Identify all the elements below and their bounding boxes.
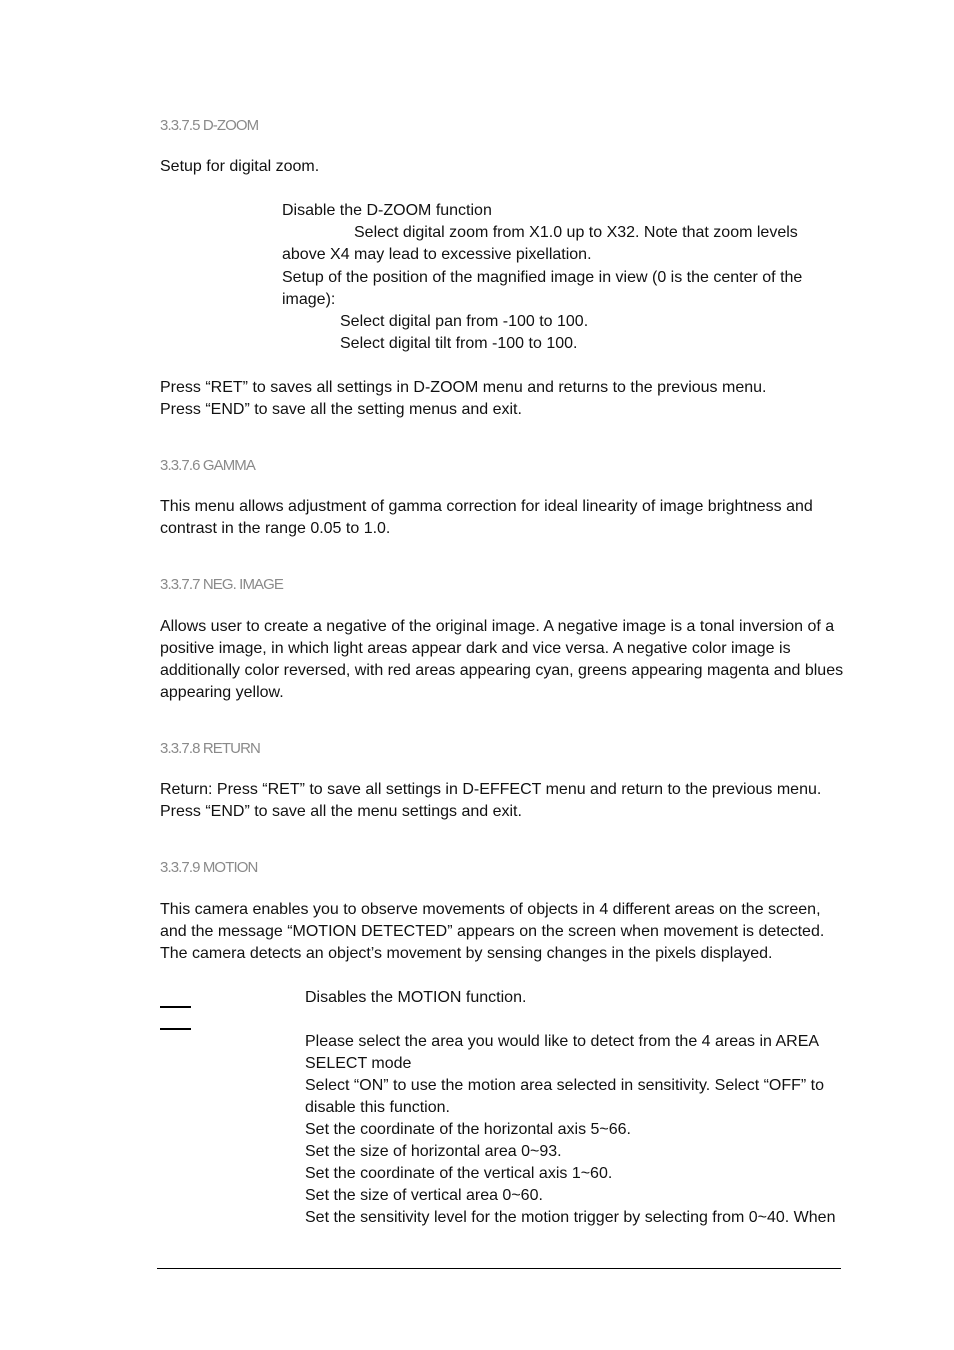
dzoom-heading: 3.3.7.5 D-ZOOM: [160, 117, 259, 134]
motion-option-onoff: Select “ON” to use the motion area selected in sensitivity. Select “OFF” to: [305, 1077, 825, 1094]
motion-line: The camera detects an object’s movement by sensing changes in the pixels displayed.: [160, 945, 773, 962]
motion-option-h-pos: Set the coordinate of the horizontal axis 5~66.: [305, 1121, 631, 1138]
dzoom-line-zoom-cont: above X4 may lead to excessive pixellation.: [282, 246, 592, 263]
motion-option-onoff-cont: disable this function.: [305, 1099, 450, 1116]
dzoom-line-position-cont: image):: [282, 291, 336, 308]
motion-option-sensitivity: Set the sensitivity level for the motion trigger by selecting from 0~40. When: [305, 1209, 836, 1226]
dzoom-line-pan: Select digital pan from -100 to 100.: [340, 313, 589, 330]
motion-option-area-cont: SELECT mode: [305, 1055, 412, 1072]
dzoom-line-tilt: Select digital tilt from -100 to 100.: [340, 335, 578, 352]
motion-option-area: Please select the area you would like to detect from the 4 areas in AREA: [305, 1033, 820, 1050]
motion-option-v-pos: Set the coordinate of the vertical axis 1~60.: [305, 1165, 613, 1182]
return-heading: 3.3.7.8 RETURN: [160, 740, 260, 757]
motion-option-v-size: Set the size of vertical area 0~60.: [305, 1187, 543, 1204]
motion-line: and the message “MOTION DETECTED” appears on the screen when movement is detected.: [160, 923, 825, 940]
neg-image-line: additionally color reversed, with red areas appearing cyan, greens appearing magenta and blues: [160, 662, 844, 679]
option-label-underline: [160, 1006, 191, 1008]
neg-image-line: Allows user to create a negative of the original image. A negative image is a tonal inversion of a: [160, 618, 835, 635]
dzoom-line-position: Setup of the position of the magnified image in view (0 is the center of the: [282, 269, 803, 286]
dzoom-press-end: Press “END” to save all the setting menus and exit.: [160, 401, 522, 418]
gamma-line: This menu allows adjustment of gamma correction for ideal linearity of image brightness and: [160, 498, 813, 515]
return-line: Press “END” to save all the menu settings and exit.: [160, 803, 522, 820]
footer-rule: [157, 1268, 841, 1269]
motion-line: This camera enables you to observe movements of objects in 4 different areas on the screen,: [160, 901, 821, 918]
dzoom-line-zoom: Select digital zoom from X1.0 up to X32. Note that zoom levels: [354, 224, 798, 241]
dzoom-line-off: Disable the D-ZOOM function: [282, 202, 492, 219]
neg-image-heading: 3.3.7.7 NEG. IMAGE: [160, 576, 284, 593]
motion-option-off: Disables the MOTION function.: [305, 989, 527, 1006]
return-line: Return: Press “RET” to save all settings in D-EFFECT menu and return to the previous menu.: [160, 781, 822, 798]
gamma-line: contrast in the range 0.05 to 1.0.: [160, 520, 391, 537]
motion-option-h-size: Set the size of horizontal area 0~93.: [305, 1143, 562, 1160]
neg-image-line: appearing yellow.: [160, 684, 284, 701]
option-label-underline: [160, 1028, 191, 1030]
dzoom-press-ret: Press “RET” to saves all settings in D-ZOOM menu and returns to the previous menu.: [160, 379, 767, 396]
gamma-heading: 3.3.7.6 GAMMA: [160, 457, 256, 474]
neg-image-line: positive image, in which light areas appear dark and vice versa. A negative color image is: [160, 640, 791, 657]
dzoom-intro: Setup for digital zoom.: [160, 158, 320, 175]
motion-heading: 3.3.7.9 MOTION: [160, 859, 258, 876]
